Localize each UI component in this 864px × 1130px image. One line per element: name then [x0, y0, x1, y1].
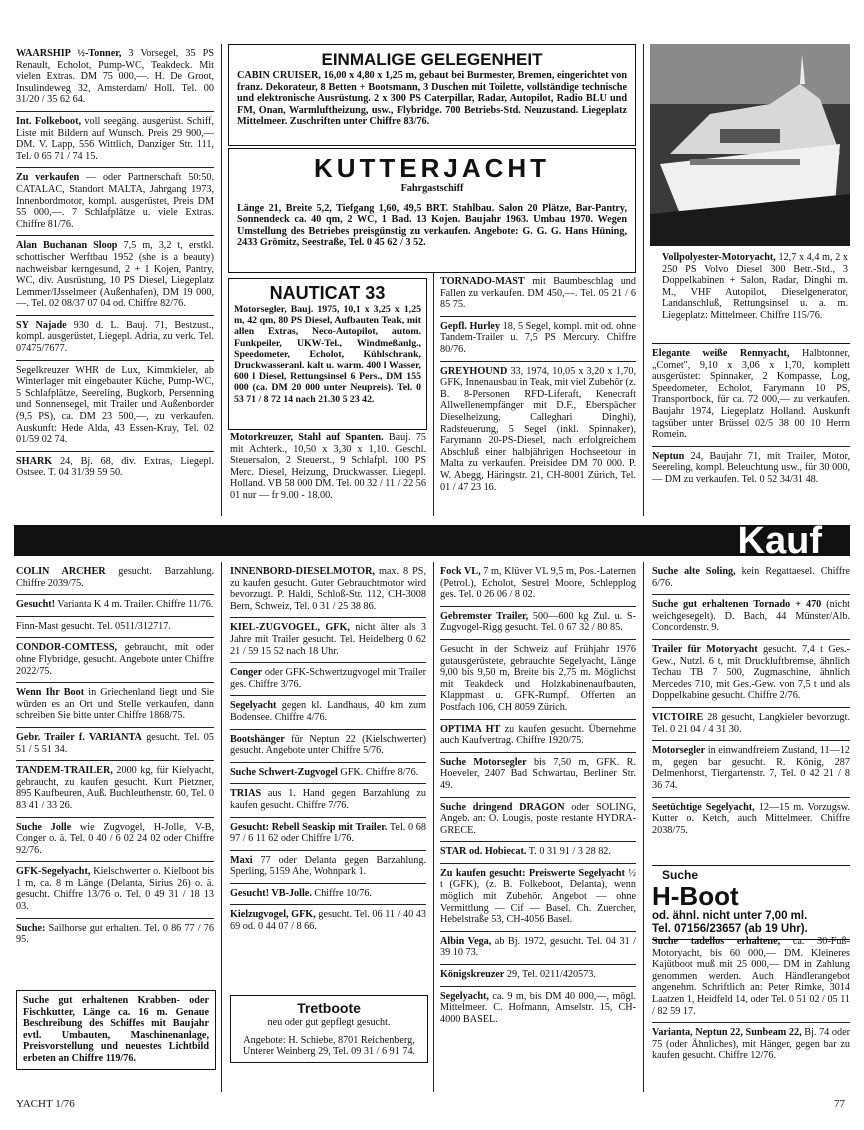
- ad-h-boot: [652, 865, 850, 940]
- footer-page-number: 77: [834, 1098, 845, 1110]
- ad-lead: Bootshänger: [230, 733, 285, 745]
- classified-ad: [440, 965, 636, 987]
- classified-ad: [440, 720, 636, 753]
- classified-ad: [652, 344, 850, 447]
- classified-ad: [652, 708, 850, 741]
- top-column-1: [16, 44, 214, 484]
- classified-ad: [230, 884, 426, 906]
- ad-lead: Gebr. Trailer f. VARIANTA: [16, 731, 142, 743]
- classified-ad: [16, 236, 214, 316]
- ad-lead: Zu kaufen gesucht: Preiswerte Segelyacht: [440, 867, 625, 879]
- bottom-column-4a: [652, 562, 850, 841]
- ad-text: Motorsegler, Bauj. 1975, 10,1 x 3,25 x 1,25 m, 42 qm, 80 PS Diesel, Aufbauten Teak, mit allen Extras, Neco-Autopilot, autom. Funkpeiler, UKW-Tel., Windmeßanlg., Speedometer, Echolot, Kühlschrank, Druckwasseranl. kalt u. warm. 400 l Wasser, 600 l Diesel, Rettungsinsel 6 Pers., DM 155 000 (ca. DM 20 000 unter Neupreis). Tel. 0 53 71 / 8 72 14 nach 21.30 5 23 42.: [234, 304, 421, 405]
- ad-subtitle: neu oder gut gepflegt gesucht.: [267, 1017, 391, 1028]
- ad-text: 3 Vorsegel, 35 PS Renault, Echolot, Pump-WC, Teakdeck. Mit vielen Extras. DM 75 000,—. H. De Groot, Insulindeweg 32, Amsterdam/ Holl. Tel. 00 31/20 / 35 62 64.: [16, 48, 214, 106]
- ad-text: 7,5 m, 3,2 t, erstkl. schottischer Werftbau 1952 (she is a beauty) nachweisbar kerngesund, 2 + 1 Kojen, Pantry, WC, div. Ausrüstung, 10 PS Diesel, Liegeplatz Lemmer/IJsselmeer (Außenhafen), DM 19 000,—. Tel. 02 08/37 07 04 od. Chiffre 82/76.: [16, 240, 215, 310]
- classified-ad: [16, 562, 214, 595]
- ad-text: gesucht. Barzahlung. Chiffre 2039/75.: [16, 566, 215, 589]
- ad-lead: VICTOIRE: [652, 711, 704, 723]
- classified-ad: [440, 842, 636, 864]
- ad-lead: Maxi: [230, 854, 253, 866]
- motoryacht-photo: [650, 44, 850, 246]
- ad-lead: Elegante weiße Rennyacht,: [652, 348, 790, 359]
- classified-ad: [230, 784, 426, 817]
- ad-lead: STAR od. Hobiecat.: [440, 846, 527, 858]
- ad-lead: Gesucht!: [16, 599, 56, 611]
- classified-ad: [652, 932, 850, 1023]
- ad-text: Tel. 0 68 97 / 6 11 62 oder Chiffre 1/76.: [230, 821, 426, 845]
- classified-ad: [230, 730, 426, 763]
- classified-ad: [16, 728, 214, 761]
- ad-lead: Motorsegler: [652, 745, 706, 757]
- classified-ad: [652, 1023, 850, 1067]
- ad-lead: Seetüchtige Segelyacht,: [652, 801, 755, 813]
- classified-ad: [16, 361, 214, 452]
- ad-lead: Int. Folkeboot,: [16, 115, 82, 127]
- ad-text: 18, 5 Segel, kompl. mit od. ohne Tandem-Trailer u. 7,5 PS Mercury. Chiffre 80/76.: [440, 320, 636, 355]
- ad-lead: Suche Motorsegler: [440, 756, 527, 768]
- ad-lead: Suche:: [16, 922, 46, 934]
- classified-ad: [440, 753, 636, 798]
- classified-ad: [652, 741, 850, 797]
- top-column-2b: [230, 428, 426, 507]
- ad-text: 24, Bj. 68, div. Extras, Liegepl. Ostsee. T. 04 31/39 59 50.: [16, 455, 214, 479]
- ad-lead: Albin Vega,: [440, 935, 492, 947]
- ad-lead: SY Najade: [16, 319, 67, 331]
- classified-ad: [230, 696, 426, 729]
- classified-ad: [230, 428, 426, 507]
- ad-text: gegen kl. Landhaus, 40 km zum Bodensee. Chiffre 4/76.: [230, 700, 426, 723]
- classified-ad: [16, 638, 214, 683]
- ad-text: in Griechenland liegt und Sie würden es an Ort und Stelle verkaufen, dann schreiben Sie bitte unter Chiffre 1868/75.: [16, 687, 215, 722]
- classified-ad: [16, 44, 214, 112]
- ad-lead: Suche gut erhaltenen Tornado + 470: [652, 599, 822, 611]
- ad-lead: Wenn Ihr Boot: [16, 687, 85, 699]
- ad-text: kein Regattaesel. Chiffre 6/76.: [652, 566, 850, 589]
- classified-ad: [652, 798, 850, 842]
- ad-title: H-Boot: [652, 881, 739, 911]
- classified-ad: [440, 607, 636, 640]
- ad-lead: KIEL-ZUGVOGEL, GFK,: [230, 622, 350, 634]
- classified-ad: [230, 562, 426, 618]
- classified-ad: [16, 595, 214, 617]
- ad-title: NAUTICAT 33: [269, 283, 386, 303]
- bottom-column-4b: [652, 932, 850, 1067]
- ad-lead: Königskreuzer: [440, 969, 505, 981]
- ad-text: 33, 1974, 10,05 x 3,20 x 1,70, GFK, Innenausbau in Teak, mit viel Zubehör (z. B. 8-Personen RFD-Liferaft, Kenecraft Allwellenempfänger mit D.F., Eberspächer Dieselheizung, Calleghari Dinghi), Radsteuerung, 5 Segel (inkl. Spinnaker), Farymann 20-PS-Diesel, nach erfolgreichem Abschluß einer halbjährigen Hochseetour in Malta zu verkaufen. Preisidee DM 70 000. P. W. Abegg, Häringstr. 21, CH-8001 Zürich, Tel. 01 / 47 23 16.: [440, 365, 637, 493]
- ad-lead: INNENBORD-DIESELMOTOR,: [230, 566, 376, 577]
- ad-lead: Motorkreuzer, Stahl auf Spanten.: [230, 432, 384, 443]
- ad-text: gesucht. Tel. 06 11 / 40 43 69 od. 0 44 07 / 8 66.: [230, 909, 426, 933]
- ad-lead: Gebremster Trailer,: [440, 610, 529, 622]
- ad-title: Tretboote: [297, 1000, 361, 1016]
- ad-lead: TANDEM-TRAILER,: [16, 765, 113, 777]
- ad-text: Segelkreuzer WHR de Lux, Kimmkieler, ab Winterlager mit eingebauter Küche, Pump-WC, 5 Schlafplätze, Seereling, Bugkorb, Persenning und Sonnensegel, mit Trailer und Außenborder (9,5 PS), ca. DM 23 500,—, zu verkaufen. Auskunft: Hede Alda, 43 Essen-Kray, Tel. 02 01/59 02 74.: [16, 364, 214, 446]
- kauf-section-header: [14, 520, 850, 562]
- ad-text: Suche gut erhaltenen Krabben- oder Fischkutter, Länge ca. 16 m. Genaue Beschreibung des Schiffes mit Baujahr evtl. Umbauten, Maschinenanlage, Preisvorstellung und neuestes Lichtbild erbeten an Chiffre 119/76.: [23, 995, 209, 1064]
- ad-text: zu kaufen gesucht. Übernehme auch Kaufvertrag. Chiffre 1920/75.: [440, 723, 636, 747]
- classified-ad: [440, 798, 636, 843]
- ad-text: ca. 30-Fuß-Motoryacht, bis 60 000,— DM. Kleineres Kajütboot muß mit 25 000,— DM in Zahlung genommen werden. Auch Händlerangebot angenehm. Schriftlich an: Peter Rimke, 3014 Laatzen 1, Heidfeld 14, oder Tel. 0 51 02 / 05 11 / 82 59 17.: [652, 936, 851, 1017]
- ad-text: ab Bj. 1972, gesucht. Tel. 04 31 / 39 10 73.: [440, 935, 636, 959]
- classified-ad: [652, 640, 850, 708]
- ad-text: Sailhorse gut erhalten. Tel. 0 86 77 / 76 95.: [16, 922, 214, 946]
- divider: [643, 44, 644, 516]
- ad-lead: GFK-Segelyacht,: [16, 866, 91, 878]
- ad-lead: TRIAS: [230, 788, 262, 800]
- ad-text: gebraucht, mit oder ohne Flybridge, gesucht. Angebote unter Chiffre 2022/75.: [16, 642, 214, 677]
- ad-text: 12—15 m. Vorzugsw. Kutter o. Ketch, auch Mittelmeer. Chiffre 2038/75.: [652, 801, 850, 836]
- ad-nauticat-33: [228, 278, 427, 430]
- ad-text: — oder Partnerschaft 50:50. CATALAC, Standort MALTA, Jahrgang 1973, Innenbordmotor, kompl. ausgerüstet, Preis DM 55 000,—. 7 Schlafplätze u. viele Extras. Chiffre 81/76.: [16, 172, 214, 230]
- ad-lead: Kielzugvogel, GFK,: [230, 909, 316, 921]
- classified-ad: [230, 905, 426, 937]
- classified-ad: [230, 663, 426, 696]
- classified-ad: [652, 562, 850, 595]
- ad-lead: Suche dringend DRAGON: [440, 801, 565, 813]
- ad-lead: OPTIMA HT: [440, 723, 501, 735]
- ad-text: Gesucht in der Schweiz auf Frühjahr 1976 gutausgerüstete, gebrauchte Segelyacht, Länge 9,00 bis 9,50 m, Breite bis 2,75 m. Möglichst mit Teakdeck und Holzkabinenaufbauten, Klappmast u. GFK-Rumpf. Offerten an Postfach 106, CH 8059 Zürich.: [440, 643, 636, 713]
- top-column-4: [652, 343, 850, 491]
- ad-text: CABIN CRUISER, 16,00 x 4,80 x 1,25 m, gebaut bei Burmester, Bremen, eingerichtet von franz. Dekorateur, 8 Betten + Bootsmann, 3 Duschen mit Toilette, vollständige technische und elektronische Ausrüstung. 2 x 300 PS Caterpillar, Radar, Autopilot, Radio BLU und FM, Onan, Warmluftheizung, usw., Flybridge. 700 Betriebs-Std. Neuzustand. Liegeplatz Mittelmeer. Zuschriften unter Chiffre 83/76.: [237, 70, 627, 128]
- classified-ad: [16, 168, 214, 236]
- bottom-column-1: [16, 562, 214, 951]
- ad-lead: Trailer für Motoryacht: [652, 643, 758, 655]
- ad-text: Kielschwerter o. Kielboot bis 1 m, ca. 8 m Länge (Delanta, Sirius 26) o. ä. gesucht. Chiffre 13/76 o. Tel. 0 49 31 / 18 13 03.: [16, 866, 214, 913]
- ad-text: mit Baumbeschlag und Fallen zu verkaufen. DM 450,—. Tel. 05 21 / 6 85 75.: [440, 276, 636, 311]
- ad-text: nicht älter als 3 Jahre mit Trailer gesucht. Tel. Heidelberg 0 62 21 / 59 15 52 nach 18 Uhr.: [230, 622, 426, 657]
- classified-ad: [440, 864, 636, 932]
- ad-text: Bj. 74 oder 75 (oder Ähnliches), mit Hänger, gegen bar zu kaufen gesucht. Chiffre 12/76.: [652, 1027, 850, 1062]
- ad-text: voll seegäng. ausgerüst. Schiff, Liste mit Bildern auf Wunsch. Preis 29 900,— DM. V. Lapp, 556 Wittlich, Danziger Str. 111, Tel. 0 65 71 / 74 15.: [16, 115, 214, 162]
- ad-text: 28 gesucht, Langkieler bevorzugt. Tel. 0 21 04 / 4 31 30.: [652, 711, 850, 735]
- ad-lead: TORNADO-MAST: [440, 276, 525, 287]
- ad-text: 500—600 kg Zul. u. S-Zugvogel-Rigg gesucht. Tel. 0 67 32 / 80 85.: [440, 610, 636, 634]
- ad-lead: COLIN ARCHER: [16, 566, 106, 577]
- ad-lead: Fock VL,: [440, 566, 481, 577]
- ad-lead: Alan Buchanan Sloop: [16, 240, 118, 252]
- classified-ad: [230, 763, 426, 785]
- ad-lead: CONDOR-COMTESS,: [16, 642, 118, 654]
- classified-ad: [230, 618, 426, 663]
- ad-subtitle: Fahrgastschiff: [400, 183, 464, 194]
- bottom-column-2: [230, 562, 426, 938]
- ad-lead: Suche Schwert-Zugvogel: [230, 766, 338, 778]
- ad-lead: SHARK: [16, 455, 53, 467]
- ad-text: gesucht. 7,4 t Ges.-Gew., Nutzl. 6 t, mit Druckluftbremse, ähnlich Techau TB 7 500, Zugmaschine, ähnlich Mercedes 710, mit Ges.-Gew. von 7,5 t und als Doppelkabine gesucht. Chiffre 2/76.: [652, 643, 850, 702]
- ad-lead: Gesucht: Rebell Seaskip mit Trailer.: [230, 821, 388, 833]
- bottom-column-3: [440, 562, 636, 1030]
- ad-lead: GREYHOUND: [440, 365, 508, 377]
- ad-text: für Neptun 22 (Kielschwerter) gesucht. Angebote unter Chiffre 5/76.: [230, 733, 426, 757]
- classified-ad: [440, 562, 636, 607]
- ad-title: KUTTERJACHT: [313, 153, 551, 183]
- classified-ad: [16, 316, 214, 361]
- ad-text: 29, Tel. 0211/420573.: [504, 969, 596, 981]
- divider: [433, 272, 434, 516]
- ad-text: max. 8 PS, zu kaufen gesucht. Guter Gebrauchtmotor wird bevorzugt. P. Haldi, Schloß-Str. 112, CH-3008 Bern, Schweiz, Tel. 0 31 / 25 38 86.: [230, 566, 426, 612]
- divider: [643, 562, 644, 1092]
- ad-pre: Suche: [662, 868, 699, 882]
- ad-text: Länge 21, Breite 5,2, Tiefgang 1,60, 49,5 BRT. Stahlbau. Salon 20 Plätze, Bar-Pantry, Sonnendeck ca. 40 qm, 2 WC, 1 Bad. 13 Kojen. Baujahr 1963. Umbau 1970. Wegen Umstellung des Betriebes preisgünstig zu verkaufen. Angebote: G. G. G. Hans Hüning, 2433 Grömitz, Seestraße, Tel. 0 45 62 / 3 52.: [237, 202, 627, 249]
- ad-title: EINMALIGE GELEGENHEIT: [321, 50, 543, 69]
- classified-ad: [440, 317, 636, 362]
- ad-lead: Suche tadellos erhaltene,: [652, 936, 781, 947]
- kauf-label: Kauf: [737, 520, 822, 562]
- ad-text: ca. 9 m, bis DM 40 000,—, mögl. Mittelmeer. C. Hofmann, Amselstr. 15, CH-4000 BASEL.: [440, 990, 636, 1025]
- classified-ad: [16, 617, 214, 639]
- ad-text: Angebote: H. Schiebe, 8701 Reichenberg, Unterer Weinberg 29, Tel. 09 31 / 6 91 74.: [242, 1034, 416, 1058]
- ad-krabbenkutter: [16, 990, 216, 1070]
- classified-ad: [16, 761, 214, 817]
- classified-ad: [16, 452, 214, 484]
- ad-text: in einwandfreiem Zustand, 11—12 m, gegen bar gesucht. R. König, 287 Delmenhorst, Tiergartenstr. 7, Tel. 0 42 21 / 8 36 74.: [652, 745, 850, 791]
- ad-text: Bauj. 75 mit Achterk., 10,50 x 3,30 x 1,10. Geschl. Steuersalon, 2 Steuerst., 9 Schlafpl. 100 PS Merc. Diesel, Heizung, Druckwasser. Liegepl. Holland. VB 58 000 DM. Tel. 00 32 / 11 / 22 56 01 nur — fr 9.00 - 18.00.: [230, 432, 426, 501]
- ad-lead: Varianta, Neptun 22, Sunbeam 22,: [652, 1027, 802, 1039]
- ad-line-2: Tel. 07156/23657 (ab 19 Uhr).: [652, 923, 808, 935]
- ad-einmalige-gelegenheit: [228, 44, 636, 146]
- classified-ad: [440, 987, 636, 1031]
- ad-text: 930 d. L. Bauj. 71, Bestzust., kompl. ausgerüstet, Liegepl. Adria, zu verk. Tel. 07475/7677.: [16, 319, 214, 355]
- divider: [221, 562, 222, 1092]
- classified-ad: [652, 447, 850, 491]
- classified-ad: [16, 818, 214, 863]
- ad-text: 24, Baujahr 71, mit Trailer, Motor, Seereling, kompl. Beleuchtung usw., für 30 000,— DM zu verkaufen. Tel. 0 52 34/31 48.: [652, 450, 850, 485]
- ad-text: oder SOLING, Angeb. an: O. Lougis, poste restante HYDRA-GRECE.: [440, 801, 636, 836]
- ad-text: 7 m, Klüver VL 9,5 m, Pos.-Laternen (Petrol.), Echolot, Sestrel Moore, Schlepplog ges. Tel. 0 26 06 / 8 02.: [440, 566, 636, 601]
- ad-lead: Neptun: [652, 450, 685, 462]
- ad-lead: Gepfl. Hurley: [440, 320, 501, 332]
- ad-lead: Gesucht! VB-Jolle.: [230, 887, 312, 899]
- divider: [221, 44, 222, 516]
- classified-ad: [16, 683, 214, 728]
- caption-lead: Vollpolyester-Motoryacht,: [662, 252, 776, 263]
- classified-ad: [440, 932, 636, 965]
- classified-ad: [652, 595, 850, 640]
- classified-ad: [440, 362, 636, 499]
- ad-text: ½ t (GFK), (z. B. Folkeboot, Delanta), wenn möglich mit Zubehör. Angebot — ohne Vermittlung — Cif — Basel. Ch. Zuercher, Hebelstraße 53, CH-4056 Basel.: [440, 867, 637, 926]
- ad-text: Varianta K 4 m. Trailer. Chiffre 11/76.: [55, 599, 214, 611]
- classified-ad: [230, 851, 426, 884]
- ad-text: Finn-Mast gesucht. Tel. 0511/312717.: [16, 620, 171, 632]
- caption-text: 12,7 x 4,4 m, 2 x 250 PS Volvo Diesel 300 Betr.-Std., 3 Doppelkabinen + Salon, Radar, Dinghi m. M., VHF Autopilot, Dieselgenerator, Landanschluß, Rettungsinsel u. a. m. Liegeplatz: Mittelmeer. Chiffre 115/76.: [662, 252, 848, 321]
- yacht-image: [650, 44, 850, 246]
- ad-text: 77 oder Delanta gegen Barzahlung. Sperling, 5159 Ahe, Wohnpark 1.: [230, 854, 426, 878]
- ad-text: 2000 kg, für Kielyacht, gebraucht, zu kaufen gesucht. Kurt Pietzner, 895 Kaufbeuren, Auß. Buchleuthenstr. 60, Tel. 0 83 41 / 33 26.: [16, 765, 214, 811]
- ad-text: wie Zugvogel, H-Jolle, V-B, Conger o. ä. Tel. 0 40 / 6 02 24 02 oder Chiffre 92/76.: [16, 821, 214, 856]
- ad-text: gesucht. Tel. 05 51 / 5 51 34.: [16, 731, 214, 755]
- classified-ad: [230, 818, 426, 851]
- ad-lead: Segelyacht,: [440, 990, 489, 1002]
- classified-ad: [440, 272, 636, 317]
- ad-lead: Suche alte Soling,: [652, 566, 736, 577]
- classified-ad: [16, 919, 214, 951]
- footer-issue: YACHT 1/76: [16, 1098, 75, 1110]
- ad-text: bis 7,50 m, GFK. R. Hoeveler, 2407 Bad Schwartau, Berliner Str. 49.: [440, 756, 636, 791]
- classified-ad: [16, 112, 214, 168]
- ad-lead: WAARSHIP ½-Tonner,: [16, 48, 122, 59]
- ad-kutterjacht: [228, 148, 636, 273]
- ad-lead: Suche Jolle: [16, 821, 72, 833]
- classified-ad: [440, 640, 636, 720]
- ad-lead: Zu verkaufen: [16, 172, 80, 184]
- ad-lead: Conger: [230, 667, 263, 679]
- ad-text: Halbtonner, „Comet", 9,10 x 3,06 x 1,70, komplett ausgerüstet: Spinnaker, 2 Kompasse, Log, Speedometer, Echolot, Farymann 10 PS, Transportbock, für ca. 72 000,— zu verkaufen. Baujahr 1974, Liegeplatz Holland. Auskunft tagsüber unter Brüssel 02/5 38 00 10 Herrn Romein.: [652, 348, 850, 441]
- ad-text: oder GFK-Schwertzugvogel mit Trailer ges. Chiffre 3/76.: [230, 667, 426, 690]
- classified-ad: [16, 862, 214, 918]
- ad-text: GFK. Chiffre 8/76.: [337, 766, 419, 778]
- photo-caption: [662, 250, 848, 327]
- top-column-3: [440, 272, 636, 498]
- ad-lead: Segelyacht: [230, 700, 277, 712]
- ad-tretboote: [230, 995, 428, 1063]
- ad-text: T. 0 31 91 / 3 28 82.: [526, 846, 611, 858]
- ad-text: (nicht weichgesegelt). D. Bach, 44 Münster/Alb. Concordenstr. 9.: [652, 599, 850, 634]
- ad-line-1: od. ähnl. nicht unter 7,00 ml.: [652, 910, 808, 922]
- ad-text: aus 1. Hand gegen Barzahlung zu kaufen gesucht. Chiffre 7/76.: [230, 788, 426, 811]
- divider: [433, 562, 434, 1092]
- ad-text: Chiffre 10/76.: [311, 887, 372, 899]
